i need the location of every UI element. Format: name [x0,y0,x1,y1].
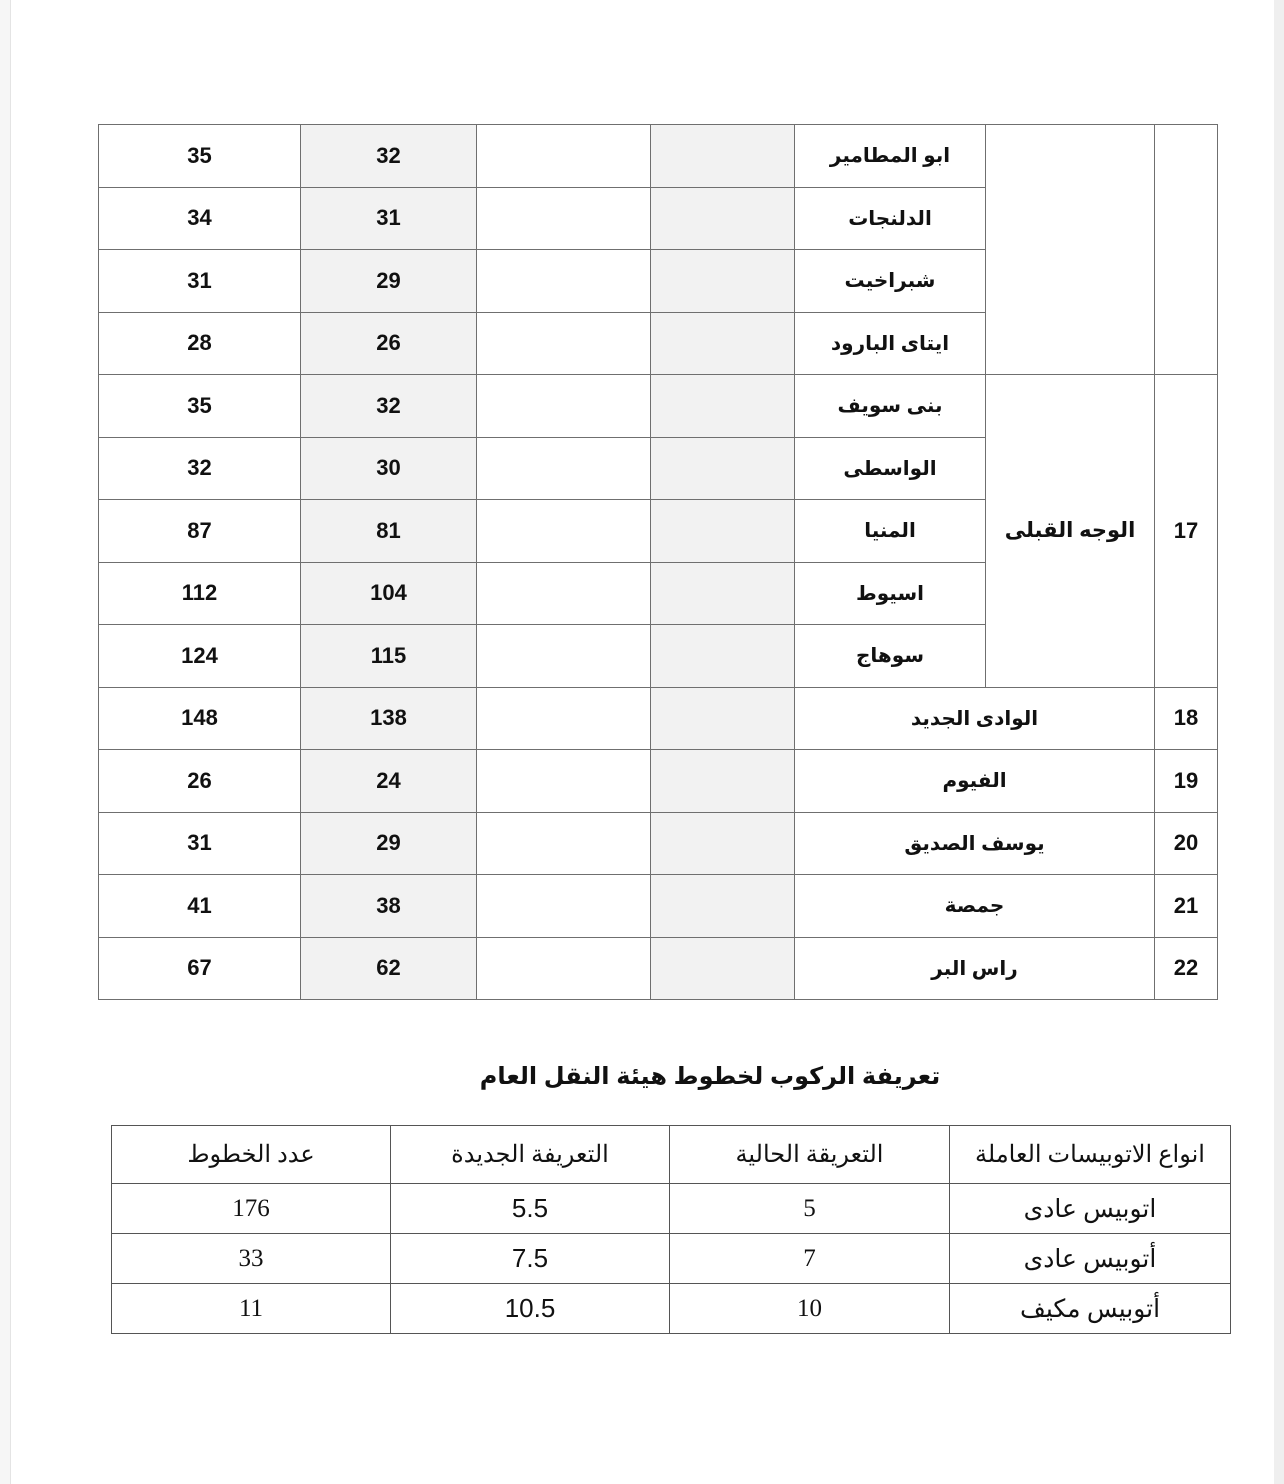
empty-shaded-cell [651,562,795,625]
empty-shaded-cell [651,875,795,938]
fare-value-a: 115 [301,625,477,688]
fare-row [99,375,1218,438]
empty-cell [477,937,651,1000]
empty-shaded-cell [651,187,795,250]
station-name: راس البر [795,937,1155,1000]
row-number: 17 [1155,375,1218,688]
lines-count: 176 [112,1184,391,1234]
row-number: 22 [1155,937,1218,1000]
empty-shaded-cell [651,312,795,375]
fare-value-a: 104 [301,562,477,625]
current-fare: 10 [670,1284,950,1334]
fare-row [99,937,1218,1000]
fare-value-b: 112 [99,562,301,625]
empty-shaded-cell [651,937,795,1000]
station-name: ايتاى البارود [795,312,986,375]
empty-shaded-cell [651,437,795,500]
empty-shaded-cell [651,375,795,438]
fares-table [98,124,1218,1000]
row-number: 19 [1155,750,1218,813]
fare-row [99,750,1218,813]
station-name: الفيوم [795,750,1155,813]
empty-cell [477,875,651,938]
table-header-row [112,1126,1231,1184]
fare-value-b: 35 [99,375,301,438]
fare-value-b: 28 [99,312,301,375]
fare-value-a: 38 [301,875,477,938]
fare-value-b: 26 [99,750,301,813]
empty-cell [477,562,651,625]
fare-value-b: 67 [99,937,301,1000]
station-name: شبراخيت [795,250,986,313]
fare-value-b: 31 [99,250,301,313]
table-row [112,1184,1231,1234]
empty-shaded-cell [651,625,795,688]
station-name: سوهاج [795,625,986,688]
empty-cell [477,687,651,750]
fare-value-b: 41 [99,875,301,938]
row-number: 20 [1155,812,1218,875]
fare-value-a: 29 [301,250,477,313]
fare-value-b: 32 [99,437,301,500]
fare-value-b: 35 [99,125,301,188]
region-cell-blank [986,125,1155,375]
empty-cell [477,187,651,250]
lines-count: 33 [112,1234,391,1284]
station-name: الدلنجات [795,187,986,250]
new-fare: 7.5 [391,1234,670,1284]
fare-row [99,812,1218,875]
fare-value-a: 24 [301,750,477,813]
lines-count: 11 [112,1284,391,1334]
station-name: بنى سويف [795,375,986,438]
station-name: ابو المطامير [795,125,986,188]
empty-cell [477,250,651,313]
page-edge-shadow [1274,0,1284,1484]
fare-value-b: 34 [99,187,301,250]
station-name: الوادى الجديد [795,687,1155,750]
fare-row [99,875,1218,938]
station-name: الواسطى [795,437,986,500]
fare-value-b: 124 [99,625,301,688]
empty-shaded-cell [651,250,795,313]
bus-type: اتوبيس عادى [950,1184,1231,1234]
new-fare: 10.5 [391,1284,670,1334]
station-name: اسيوط [795,562,986,625]
empty-cell [477,375,651,438]
fare-value-a: 32 [301,125,477,188]
empty-cell [477,625,651,688]
fare-value-a: 31 [301,187,477,250]
empty-cell [477,500,651,563]
empty-cell [477,312,651,375]
empty-cell [477,125,651,188]
row-number: 18 [1155,687,1218,750]
fare-row [99,125,1218,188]
empty-cell [477,812,651,875]
empty-cell [477,437,651,500]
bus-type: أتوبيس مكيف [950,1284,1231,1334]
header-bus-type: انواع الاتوبيسات العاملة [950,1126,1231,1184]
row-number: 21 [1155,875,1218,938]
table-row [112,1234,1231,1284]
section-title: تعريفة الركوب لخطوط هيئة النقل العام [479,1063,941,1090]
empty-shaded-cell [651,687,795,750]
fare-value-a: 32 [301,375,477,438]
fare-value-b: 87 [99,500,301,563]
current-fare: 7 [670,1234,950,1284]
fare-value-b: 31 [99,812,301,875]
fare-value-a: 62 [301,937,477,1000]
fare-value-a: 30 [301,437,477,500]
empty-shaded-cell [651,500,795,563]
fare-value-a: 29 [301,812,477,875]
fare-value-a: 81 [301,500,477,563]
fare-value-a: 138 [301,687,477,750]
header-new-fare: التعريفة الجديدة [391,1126,670,1184]
region-name: الوجه القبلى [986,375,1155,688]
header-current-fare: التعريقة الحالية [670,1126,950,1184]
station-name: يوسف الصديق [795,812,1155,875]
empty-cell [477,750,651,813]
current-fare: 5 [670,1184,950,1234]
row-number-blank [1155,125,1218,375]
station-name: المنيا [795,500,986,563]
fare-value-a: 26 [301,312,477,375]
bus-fares-table [111,1125,1231,1334]
empty-shaded-cell [651,812,795,875]
empty-shaded-cell [651,750,795,813]
empty-shaded-cell [651,125,795,188]
bus-type: أتوبيس عادى [950,1234,1231,1284]
new-fare: 5.5 [391,1184,670,1234]
fare-row [99,687,1218,750]
station-name: جمصة [795,875,1155,938]
fare-value-b: 148 [99,687,301,750]
header-lines: عدد الخطوط [112,1126,391,1184]
table-row [112,1284,1231,1334]
